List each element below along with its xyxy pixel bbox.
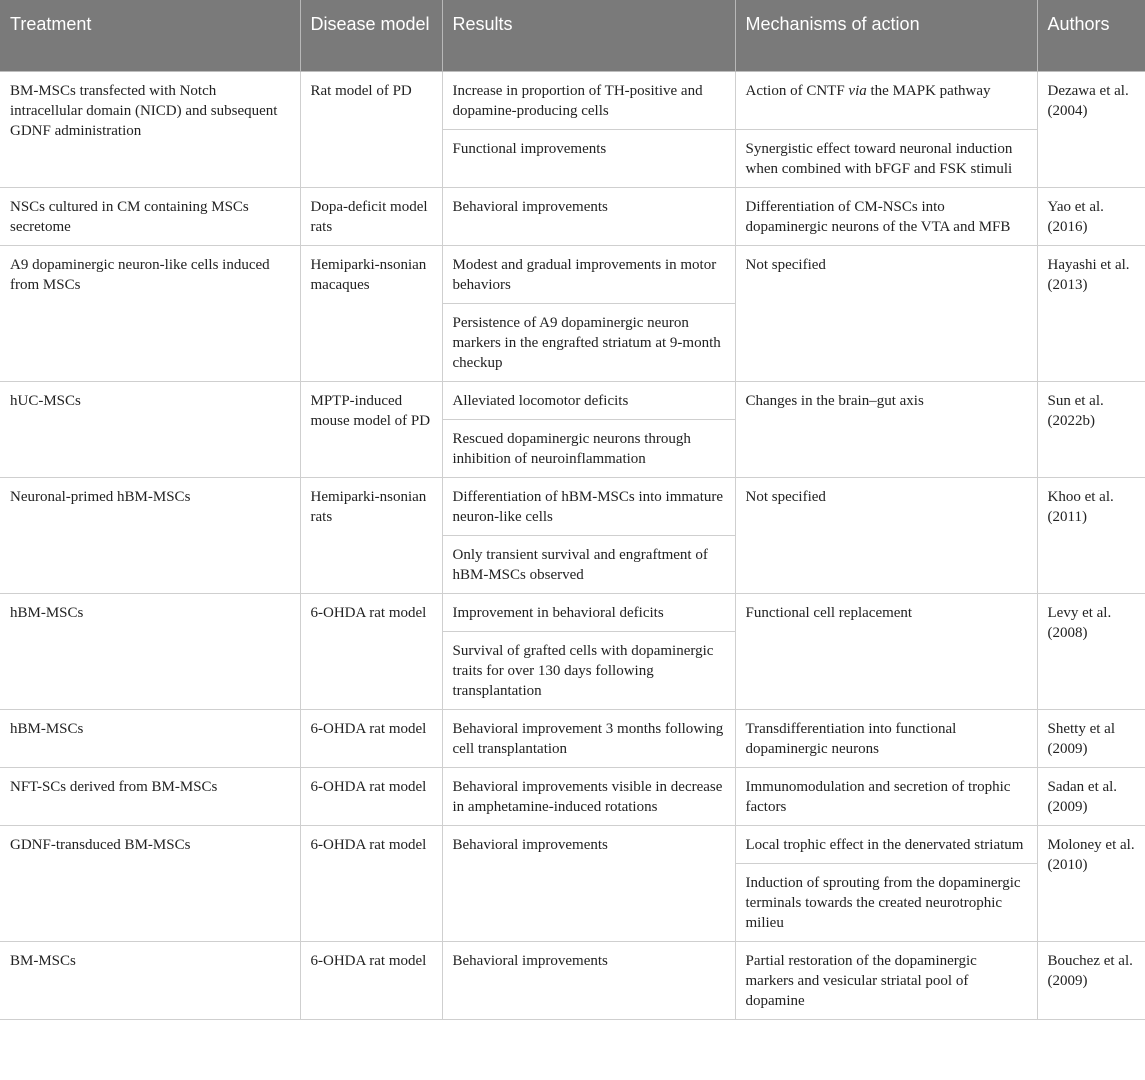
table-row xyxy=(0,188,1145,246)
authors-cell: Sun et al. (2022b) xyxy=(1037,382,1145,478)
treatment-cell: hBM-MSCs xyxy=(0,594,300,710)
treatment-cell: hBM-MSCs xyxy=(0,710,300,768)
mechanism-cell: Functional cell replacement xyxy=(735,594,1037,710)
results-cell: Improvement in behavioral deficits xyxy=(442,594,735,632)
treatment-cell: A9 dopaminergic neuron-like cells induced from MSCs xyxy=(0,246,300,382)
table-row xyxy=(0,768,1145,826)
mechanism-cell: Transdifferentiation into functional dopaminergic neurons xyxy=(735,710,1037,768)
disease-model-cell: 6-OHDA rat model xyxy=(300,826,442,942)
disease-model-cell: 6-OHDA rat model xyxy=(300,768,442,826)
mechanism-cell: Induction of sprouting from the dopaminergic terminals towards the created neurotrophic milieu xyxy=(735,864,1037,942)
authors-cell: Moloney et al. (2010) xyxy=(1037,826,1145,942)
header-mechanisms: Mechanisms of action xyxy=(735,0,1037,72)
mechanism-italic: via xyxy=(848,83,867,99)
results-cell: Persistence of A9 dopaminergic neuron markers in the engrafted striatum at 9-month checkup xyxy=(442,304,735,382)
treatment-cell: GDNF-transduced BM-MSCs xyxy=(0,826,300,942)
header-treatment: Treatment xyxy=(0,0,300,72)
mechanism-text: Action of CNTF xyxy=(745,83,849,99)
authors-cell: Dezawa et al. (2004) xyxy=(1037,72,1145,188)
mechanism-text: the MAPK pathway xyxy=(866,83,991,99)
results-cell: Behavioral improvements xyxy=(442,188,735,246)
results-cell: Behavioral improvements xyxy=(442,942,735,1020)
header-disease-model: Disease model xyxy=(300,0,442,72)
disease-model-cell: Hemiparki-nsonian rats xyxy=(300,478,442,594)
results-cell: Increase in proportion of TH-positive and dopamine-producing cells xyxy=(442,72,735,130)
table-row xyxy=(0,478,1145,536)
results-cell: Behavioral improvement 3 months following cell transplantation xyxy=(442,710,735,768)
mechanism-cell xyxy=(735,72,1037,130)
mechanism-cell: Local trophic effect in the denervated striatum xyxy=(735,826,1037,864)
results-cell: Functional improvements xyxy=(442,130,735,188)
treatment-cell: BM-MSCs xyxy=(0,942,300,1020)
treatment-cell: NFT-SCs derived from BM-MSCs xyxy=(0,768,300,826)
treatment-cell: NSCs cultured in CM containing MSCs secretome xyxy=(0,188,300,246)
treatment-cell: hUC-MSCs xyxy=(0,382,300,478)
results-cell: Behavioral improvements xyxy=(442,826,735,942)
disease-model-cell: Hemiparki-nsonian macaques xyxy=(300,246,442,382)
results-cell: Only transient survival and engraftment of hBM-MSCs observed xyxy=(442,536,735,594)
authors-cell: Khoo et al. (2011) xyxy=(1037,478,1145,594)
table-row xyxy=(0,72,1145,130)
header-authors: Authors xyxy=(1037,0,1145,72)
disease-model-cell: 6-OHDA rat model xyxy=(300,942,442,1020)
results-cell: Modest and gradual improvements in motor behaviors xyxy=(442,246,735,304)
authors-cell: Yao et al. (2016) xyxy=(1037,188,1145,246)
authors-cell: Hayashi et al. (2013) xyxy=(1037,246,1145,382)
mechanism-cell: Differentiation of CM-NSCs into dopaminergic neurons of the VTA and MFB xyxy=(735,188,1037,246)
results-cell: Behavioral improvements visible in decrease in amphetamine-induced rotations xyxy=(442,768,735,826)
mechanism-cell: Not specified xyxy=(735,246,1037,382)
results-cell: Rescued dopaminergic neurons through inhibition of neuroinflammation xyxy=(442,420,735,478)
results-cell: Alleviated locomotor deficits xyxy=(442,382,735,420)
results-cell: Differentiation of hBM-MSCs into immature neuron-like cells xyxy=(442,478,735,536)
header-row xyxy=(0,0,1145,72)
disease-model-cell: 6-OHDA rat model xyxy=(300,710,442,768)
treatment-cell: BM-MSCs transfected with Notch intracellular domain (NICD) and subsequent GDNF administration xyxy=(0,72,300,188)
table-row xyxy=(0,942,1145,1020)
table-row xyxy=(0,826,1145,864)
results-cell: Survival of grafted cells with dopaminergic traits for over 130 days following transplantation xyxy=(442,632,735,710)
disease-model-cell: MPTP-induced mouse model of PD xyxy=(300,382,442,478)
authors-cell: Shetty et al (2009) xyxy=(1037,710,1145,768)
mechanism-cell: Not specified xyxy=(735,478,1037,594)
mechanism-cell: Partial restoration of the dopaminergic markers and vesicular striatal pool of dopamine xyxy=(735,942,1037,1020)
treatment-cell: Neuronal-primed hBM-MSCs xyxy=(0,478,300,594)
authors-cell: Bouchez et al. (2009) xyxy=(1037,942,1145,1020)
table-row xyxy=(0,382,1145,420)
authors-cell: Sadan et al. (2009) xyxy=(1037,768,1145,826)
table-row xyxy=(0,246,1145,304)
mechanism-cell: Changes in the brain–gut axis xyxy=(735,382,1037,478)
mechanism-cell: Immunomodulation and secretion of trophic factors xyxy=(735,768,1037,826)
authors-cell: Levy et al. (2008) xyxy=(1037,594,1145,710)
table-row xyxy=(0,710,1145,768)
disease-model-cell: Rat model of PD xyxy=(300,72,442,188)
disease-model-cell: Dopa-deficit model rats xyxy=(300,188,442,246)
header-results: Results xyxy=(442,0,735,72)
table-row xyxy=(0,594,1145,632)
disease-model-cell: 6-OHDA rat model xyxy=(300,594,442,710)
mechanism-cell: Synergistic effect toward neuronal induction when combined with bFGF and FSK stimuli xyxy=(735,130,1037,188)
